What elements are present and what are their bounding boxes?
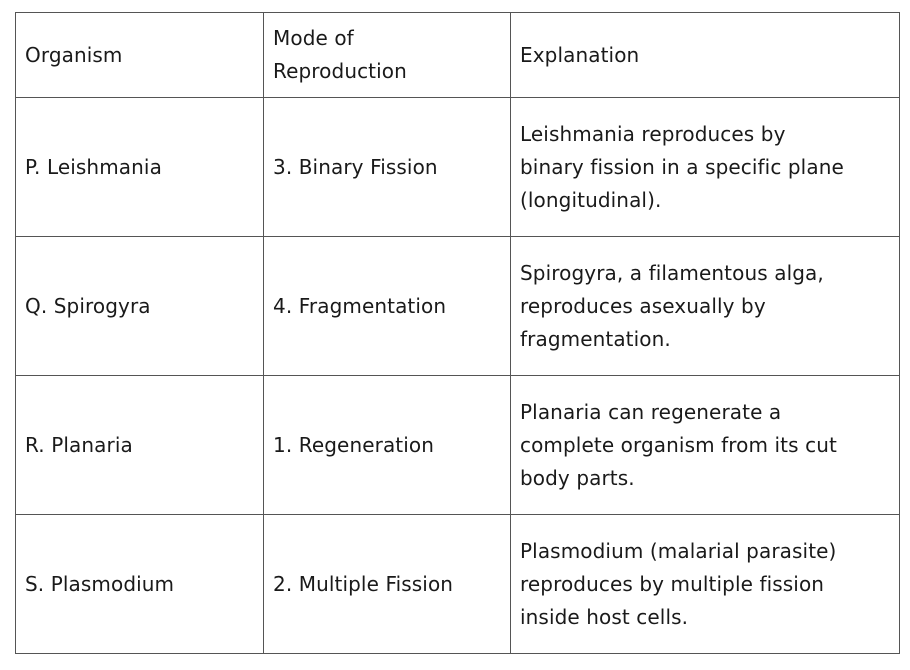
organism-cell: S. Plasmodium	[16, 515, 264, 654]
mode-cell: 1. Regeneration	[264, 376, 511, 515]
header-mode-of-reproduction	[264, 13, 511, 98]
explanation-cell	[511, 515, 900, 654]
explanation-line: reproduces by multiple fission	[520, 571, 825, 596]
table-row	[16, 376, 900, 515]
mode-cell: 3. Binary Fission	[264, 98, 511, 237]
header-explanation: Explanation	[511, 13, 900, 98]
explanation-line: inside host cells.	[520, 604, 689, 629]
explanation-cell	[511, 98, 900, 237]
mode-cell: 4. Fragmentation	[264, 237, 511, 376]
explanation-line: binary fission in a specific plane	[520, 154, 844, 179]
mode-cell: 2. Multiple Fission	[264, 515, 511, 654]
table-row	[16, 515, 900, 654]
explanation-line: Plasmodium (malarial parasite)	[520, 538, 837, 563]
header-mode-line-1: Mode of	[273, 26, 354, 50]
organism-cell: P. Leishmania	[16, 98, 264, 237]
table-row	[16, 237, 900, 376]
table-header-row	[16, 13, 900, 98]
header-mode-line-2: Reproduction	[273, 59, 407, 83]
table-row	[16, 98, 900, 237]
reproduction-table	[15, 12, 900, 654]
explanation-line: reproduces asexually by	[520, 293, 766, 318]
explanation-line: fragmentation.	[520, 326, 671, 351]
explanation-line: body parts.	[520, 465, 635, 490]
explanation-line: Planaria can regenerate a	[520, 399, 782, 424]
explanation-line: (longitudinal).	[520, 187, 662, 212]
explanation-cell	[511, 376, 900, 515]
header-organism: Organism	[16, 13, 264, 98]
explanation-line: complete organism from its cut	[520, 432, 837, 457]
explanation-cell	[511, 237, 900, 376]
organism-cell: Q. Spirogyra	[16, 237, 264, 376]
organism-cell: R. Planaria	[16, 376, 264, 515]
explanation-line: Leishmania reproduces by	[520, 121, 786, 146]
explanation-line: Spirogyra, a filamentous alga,	[520, 260, 824, 285]
